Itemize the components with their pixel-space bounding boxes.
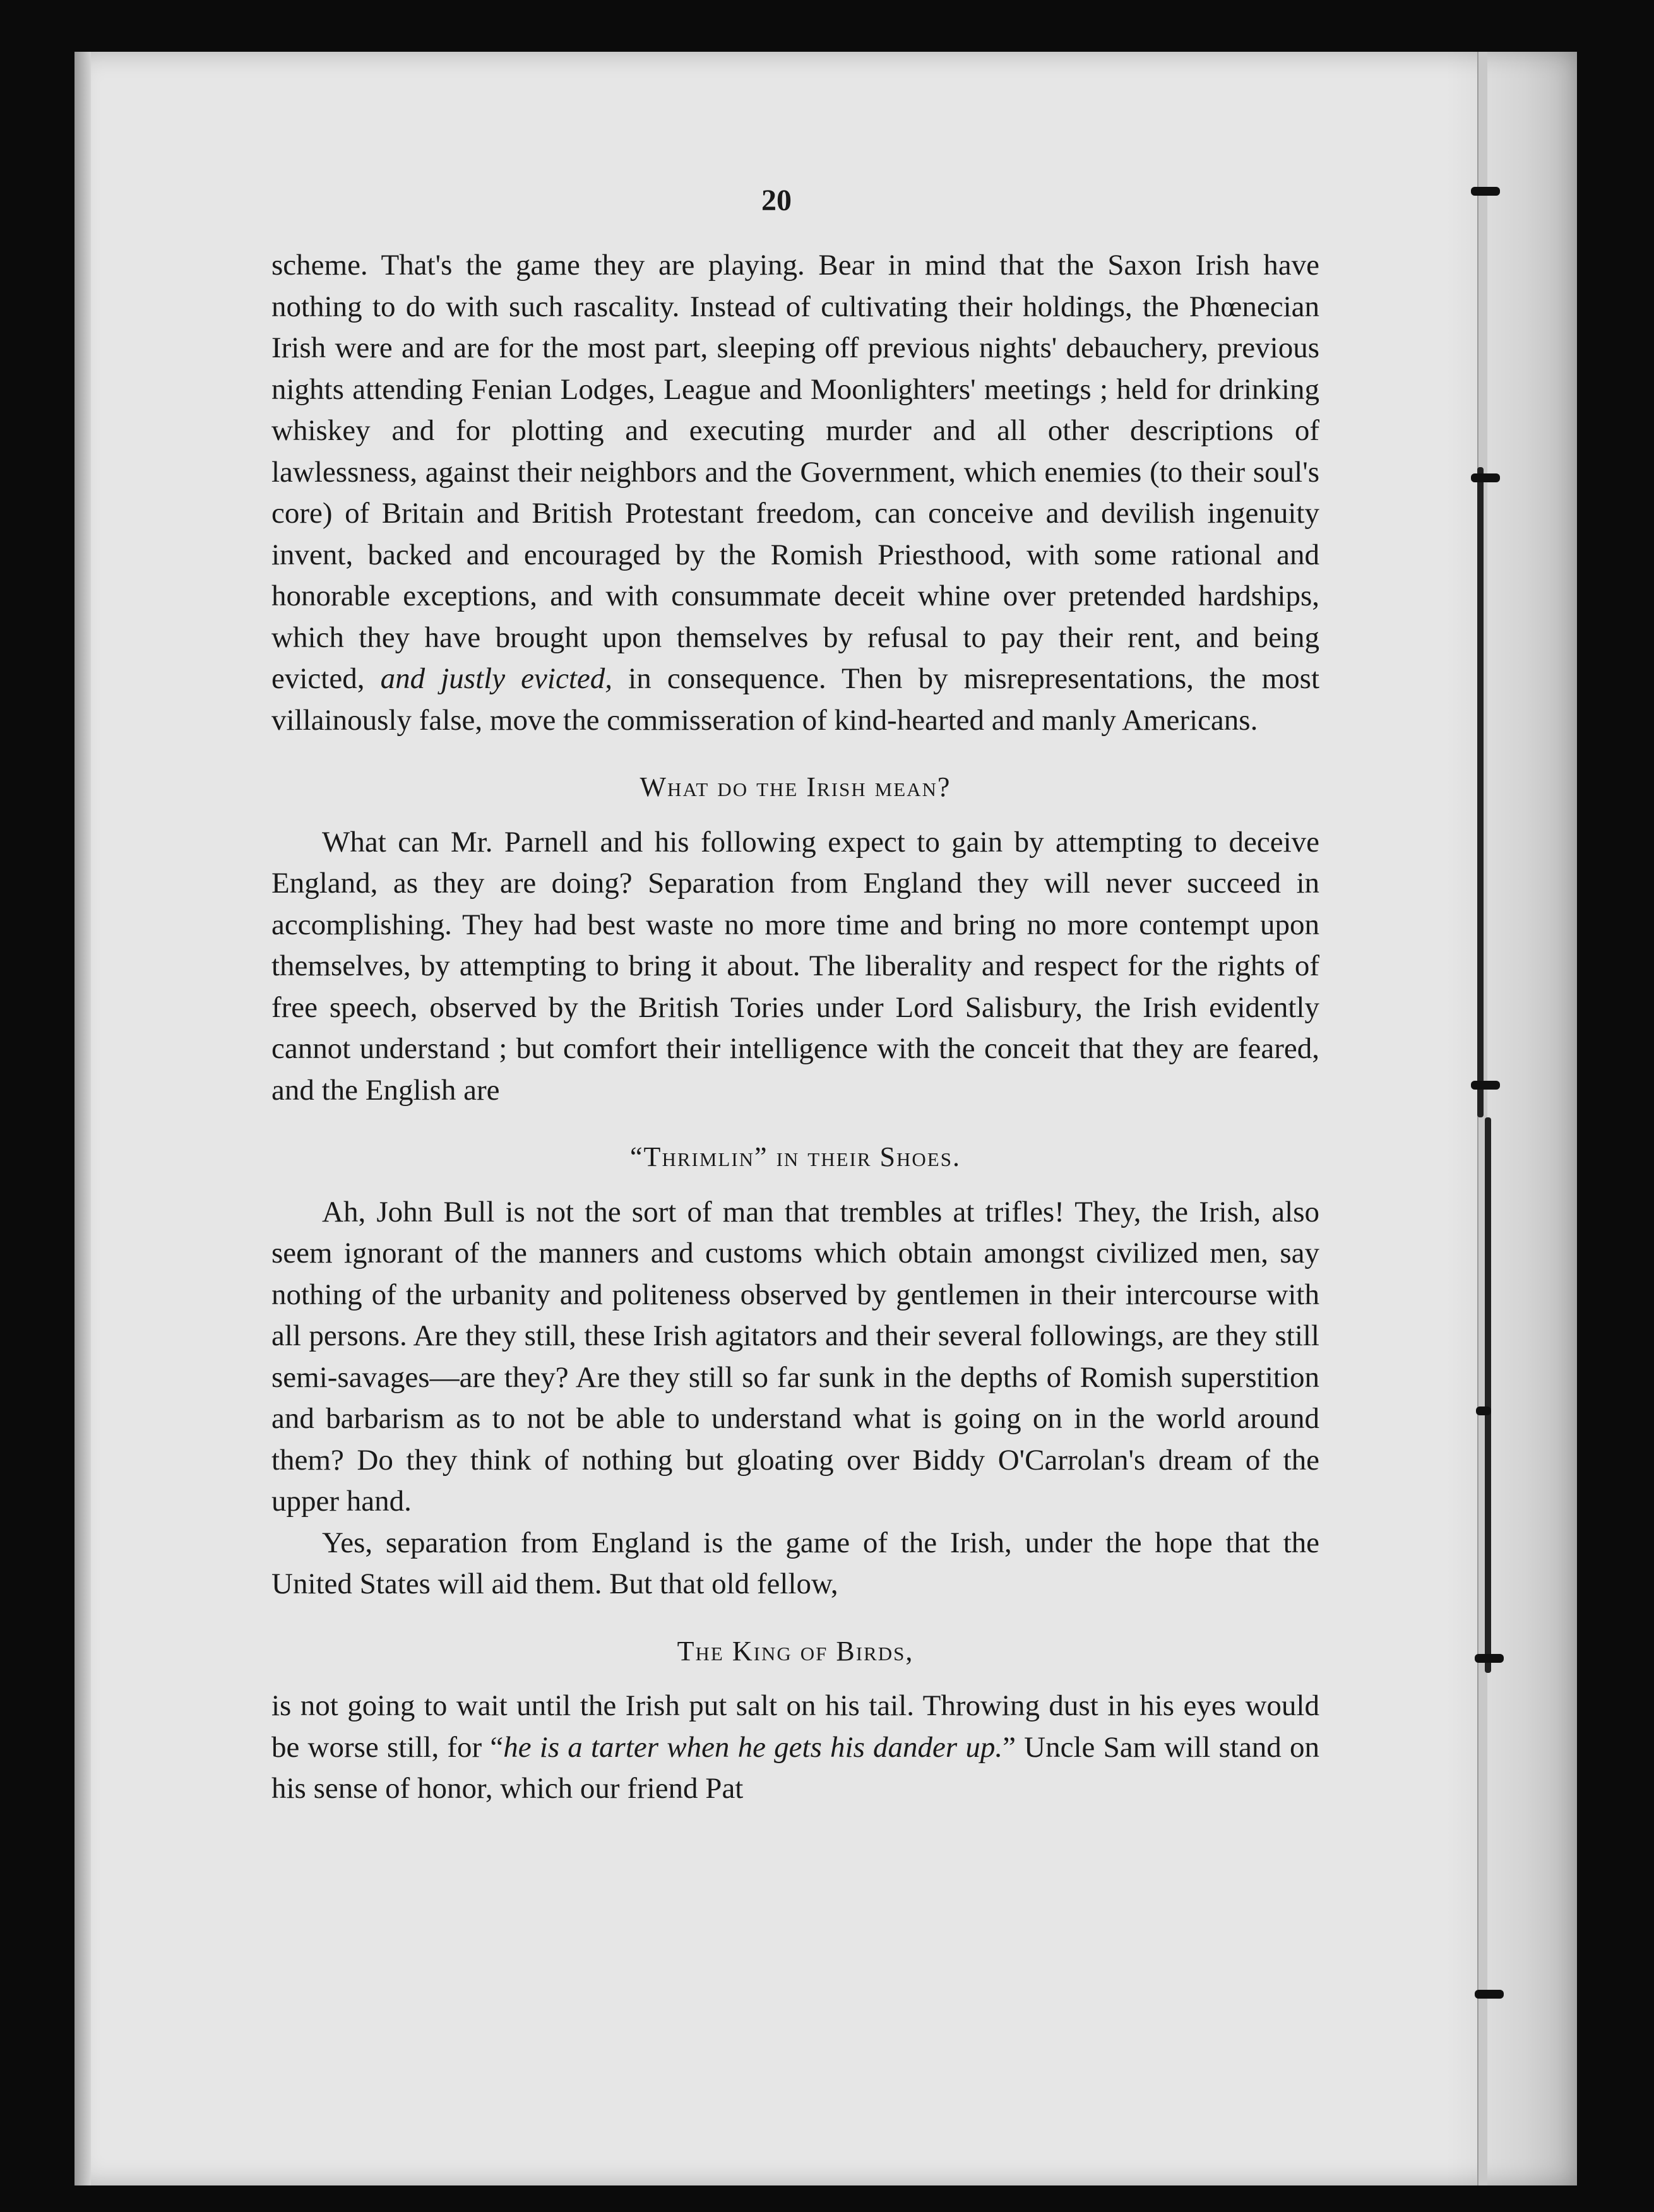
paragraph: [271, 1686, 1319, 1810]
binding-stitch: [1471, 187, 1500, 196]
binding-stitch: [1476, 1406, 1491, 1415]
paragraph: Yes, separation from England is the game of the Irish, under the hope that the United States will aid them. But that old fellow,: [271, 1526, 1319, 1600]
binding-thread: [1485, 1117, 1491, 1673]
paragraph: Ah, John Bull is not the sort of man that trembles at trifles! They, the Irish, also seem ignorant of the manners and customs which obtain amongst civilized men, say nothing of the urbanity and politeness observed by gentlemen in their intercourse with all persons. Are they still, these Irish agitators and their several followings, are they still semi-savages—are they? Are they still so far sunk in the depths of Romish superstition and barbarism as to not be able to understand what is going on in the world around them? Do they think of nothing but gloating over Biddy O'Carrolan's dream of the upper hand.: [271, 1195, 1319, 1518]
binding-stitch: [1471, 473, 1500, 482]
section-heading: “Thrimlin” in their Shoes.: [630, 1141, 961, 1172]
section-heading: The King of Birds,: [677, 1635, 914, 1667]
page-text: [271, 245, 1319, 1810]
page-gutter-shadow: [1446, 52, 1577, 2185]
text-run: is not going to wait until the Irish put salt on his tail. Throwing dust in his eyes would be worse still, for “: [271, 1689, 1319, 1764]
section-heading: What do the Irish mean?: [640, 771, 951, 802]
binding-stitch: [1475, 1990, 1504, 1999]
text-run: scheme. That's the game they are playing. Bear in mind that the Saxon Irish have nothing to do with such rascality. Instead of cultivating their holdings, the Phœnecian Irish were and are for the most part, sleeping off previous nights' debauchery, previous nights attending Fenian Lodges, League and Moonlighters' meetings ; held for drinking whiskey and for plotting and executing murder and all other descriptions of lawlessness, against their neighbors and the Government, which enemies (to their soul's core) of Britain and British Protestant freedom, can conceive and devilish ingenuity invent, backed and encouraged by the Romish Priesthood, with some rational and honorable exceptions, and with consummate deceit whine over pretended hardships, which they have brought upon themselves by refusal to pay their rent, and being evicted,: [271, 249, 1319, 695]
text-run: ” Uncle Sam will stand on his sense of honor, which our friend Pat: [271, 1730, 1319, 1805]
binding-thread: [1477, 467, 1484, 1117]
page-left-edge: [74, 52, 91, 2185]
paragraph: [271, 245, 1319, 741]
binding-stitch: [1475, 1654, 1504, 1663]
paragraph: What can Mr. Parnell and his following expect to gain by attempting to deceive England, as they are doing? Separation from England they will never succeed in accomplishing. They had best waste no more time and bring no more contempt upon themselves, by attempting to bring it about. The liberality and respect for the rights of free speech, observed by the British Tories under Lord Salisbury, the Irish evidently cannot understand ; but comfort their intelligence with the conceit that they are feared, and the English are: [271, 825, 1319, 1107]
page-number: 20: [761, 184, 792, 217]
binding-stitch: [1471, 1081, 1500, 1090]
italic-text: he is a tarter when he gets his dander up.: [503, 1730, 1003, 1764]
text-run: in consequence. Then by misrepresentations, the most villainously false, move the commisseration of kind-hearted and manly Americans.: [271, 662, 1320, 737]
italic-text: and justly evicted,: [380, 662, 612, 695]
